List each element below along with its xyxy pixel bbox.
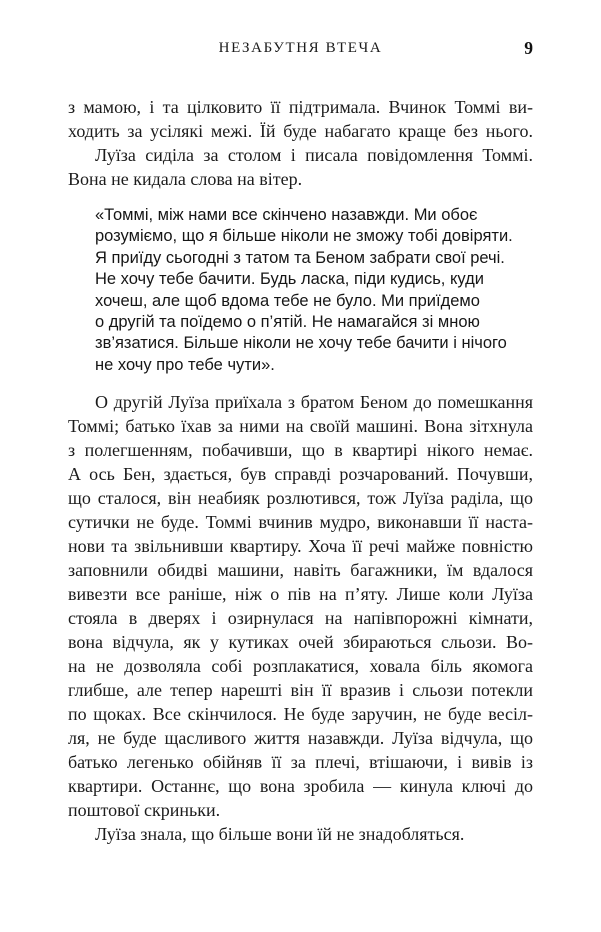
quote-line: Не хочу тебе бачити. Будь ласка, піди кудись, куди <box>95 270 484 289</box>
text-line: поштової скриньки. <box>68 800 221 821</box>
quote-line: не хочу про тебе чути». <box>95 355 275 374</box>
text-line: глибше, але тепер нарешті він її вразив і сльози потекли <box>68 680 533 701</box>
text-line: що сталося, він неабияк розлютився, тож Луїза раділа, що <box>68 488 533 509</box>
text-line: з полегшенням, побачивши, що в квартирі нікого немає. <box>68 440 533 461</box>
text-line: Томмі; батько їхав за ними на своїй машині. Вона зітхнула <box>68 416 533 437</box>
quote-line: розуміємо, що я більше ніколи не зможу тобі довіряти. <box>95 227 513 246</box>
page-number: 9 <box>524 38 533 58</box>
text-line: квартири. Останнє, що вона зробила — кинула ключі до <box>68 776 533 797</box>
text-line: Луїза сиділа за столом і писала повідомлення Томмі. <box>95 145 533 165</box>
running-title: НЕЗАБУТНЯ ВТЕЧА <box>218 40 383 56</box>
text-line: О другій Луїза приїхала з братом Беном до помешкання <box>95 392 533 413</box>
text-line: нови та звільнивши квартиру. Хоча її речі майже повністю <box>68 536 533 557</box>
quote-line: хочеш, але щоб вдома тебе не було. Ми приїдемо <box>95 291 480 310</box>
quote-line: зв’язатися. Більше ніколи не хочу тебе бачити і нічого <box>95 334 507 353</box>
text-line: вивезти все раніше, ніж о пів на п’яту. Лише коли Луїза <box>68 584 533 605</box>
quote-line: «Томмі, між нами все скінчено назавжди. Ми обоє <box>95 206 478 224</box>
text-line: ля, не буде щасливого життя назавжди. Луїза відчула, що <box>68 728 533 749</box>
paragraph <box>68 822 533 846</box>
quote-line: о другій та поїдемо о п’ятій. Не намагайся зі мною <box>95 313 480 332</box>
text-line: на не дозволяла собі розплакатися, ховала біль якомога <box>68 656 533 677</box>
text-line: сутички не буде. Томмі вчинив мудро, виконавши її наста- <box>68 512 533 533</box>
text-line: вона відчула, як у кутиках очей збираються сльози. Во- <box>68 632 533 653</box>
text-line: Луїза знала, що більше вони їй не знадобляться. <box>95 824 465 845</box>
text-line: батько легенько обійняв її за плечі, втішаючи, і вивів із <box>68 752 533 773</box>
text-line: Вона не кидала слова на вітер. <box>68 169 303 189</box>
text-line: заповнили обидві машини, навіть багажники, їм вдалося <box>68 560 533 581</box>
message-quote-block <box>95 205 533 376</box>
paragraph <box>68 390 533 822</box>
paragraph-continuation <box>68 95 533 143</box>
text-line: А ось Бен, здається, був справді розчарований. Почувши, <box>68 464 533 485</box>
text-line: з мамою, і та цілковито її підтримала. Вчинок Томмі ви- <box>68 97 533 117</box>
quote-line: Я приїду сьогодні з татом та Беном забрати свої речі. <box>95 248 505 267</box>
page-text <box>68 95 533 846</box>
page-header <box>68 40 533 62</box>
paragraph <box>68 143 533 191</box>
text-line: стояла в дверях і озирнулася на напівпорожні кімнати, <box>68 608 533 629</box>
text-line: ходить за усілякі межі. Їй буде набагато краще без нього. <box>68 121 533 141</box>
text-line: по щоках. Все скінчилося. Не буде заручин, не буде весіл- <box>68 704 533 725</box>
